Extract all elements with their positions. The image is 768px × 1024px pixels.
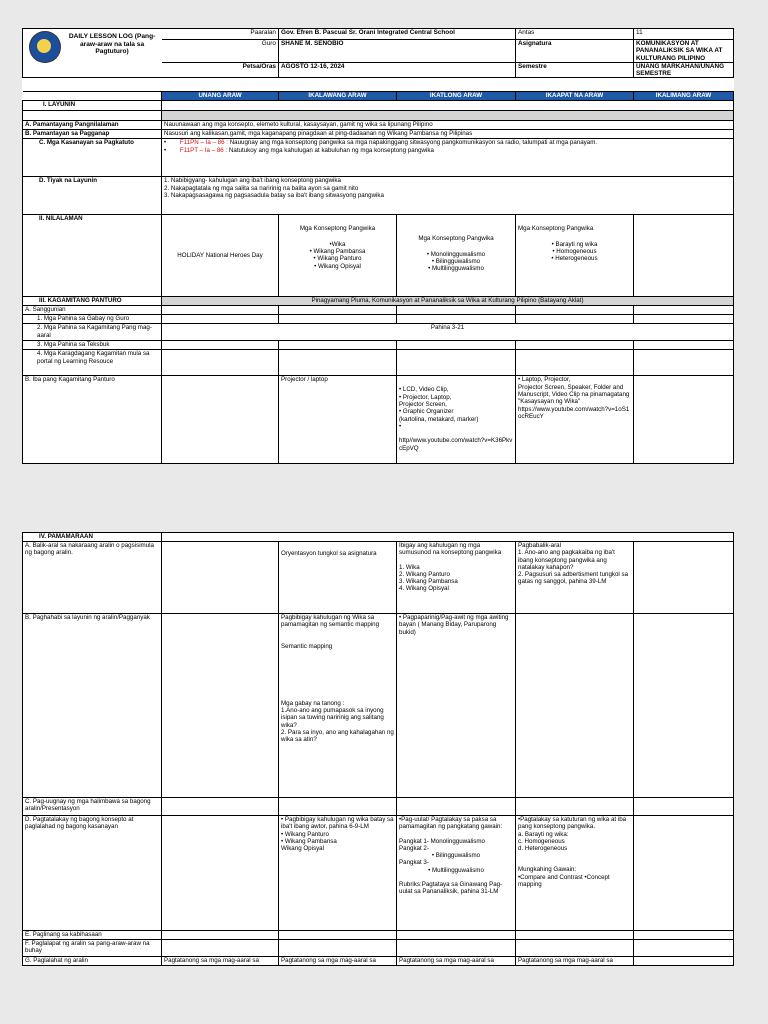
cell bbox=[397, 306, 516, 315]
kagamitan-heading: III. KAGAMITANG PANTURO bbox=[23, 297, 162, 306]
pamantayang-pangnilalaman-text: Nauunawaan ang mga konsepto, elemeto kultural, kasaysayan, gamit ng wika sa lipunang Pilipino bbox=[162, 121, 734, 130]
kasanayan-item: • F11PN – Ia – 86 : Nauugnay ang mga konseptong pangwika sa mga napakinggang sitwasyong pangkomunikasyon sa radio, talumpati at mga panayam. bbox=[164, 139, 598, 147]
kasanayan-item: • F11PT – Ia – 86 : Natutukoy ang mga kahulugan at kabuluhan ng mga konseptong pangwika bbox=[164, 146, 434, 154]
tiyak-na-layunin-label: D. Tiyak na Layunin bbox=[23, 177, 162, 215]
cell bbox=[516, 306, 634, 315]
cell bbox=[634, 940, 734, 957]
gabay-ng-guro-label: 1. Mga Pahina sa Gabay ng Guro bbox=[23, 315, 162, 324]
nilalaman-item: • Homogeneous bbox=[552, 248, 597, 256]
paaralan-label: Paaralan bbox=[162, 29, 279, 40]
procedure-line: •Pagtalakay sa katuturan ng wika at iba pang konseptong pangwika. bbox=[518, 816, 627, 831]
teksbuk-label: 3. Mga Pahina sa Teksbuk bbox=[23, 341, 162, 350]
cell bbox=[634, 350, 734, 376]
cell bbox=[397, 315, 516, 324]
youtube-link-day4[interactable]: https://www.youtube.com/watch?v=1oS1ocREucY bbox=[518, 405, 630, 420]
cell bbox=[162, 341, 279, 350]
cell bbox=[279, 350, 397, 376]
cell bbox=[162, 816, 279, 931]
kagamitan-item: (kartolina, metakard, marker) bbox=[399, 415, 479, 423]
asignatura-value: KOMUNIKASYON AT PANANALIKSIK SA WIKA AT KULTURANG PILIPINO bbox=[634, 40, 734, 63]
cell bbox=[516, 940, 634, 957]
nilalaman-day4 bbox=[516, 215, 634, 297]
layunin-heading: I. LAYUNIN bbox=[23, 101, 162, 111]
deped-seal-icon bbox=[29, 31, 61, 63]
cell bbox=[634, 376, 734, 464]
nilalaman-item: • Wikang Pambansa bbox=[309, 248, 366, 256]
procedure-line: • Pagbibigay kahulugan ng wika batay sa iba't ibang awtor, pahina 6-9-LM bbox=[281, 816, 394, 831]
day-header-5: IKALIMANG ARAW bbox=[634, 92, 734, 101]
cell bbox=[397, 798, 516, 816]
semestre-label: Semestre bbox=[516, 62, 634, 78]
procedure-line: a. Barayti ng wika: bbox=[518, 830, 569, 838]
kagamitan-item: • Projector, Laptop, bbox=[399, 393, 452, 401]
cell bbox=[516, 341, 634, 350]
sanggunian-label: A. Sanggunian bbox=[23, 306, 162, 315]
cell bbox=[162, 940, 279, 957]
paaralan-value: Gov. Efren B. Pascual Sr. Orani Integrated Central School bbox=[279, 29, 516, 40]
layunin-blank bbox=[162, 101, 734, 111]
nilalaman-day3 bbox=[397, 215, 516, 297]
nilalaman-day4-title: Mga Konseptong Pangwika bbox=[518, 225, 594, 233]
kagamitan-batayang-aklat: Pinagyamang Pluma, Komunikasyon at Pananaliksik sa Wika at Kulturang Pilipino (Batayang Aklat) bbox=[162, 297, 734, 306]
balik-aral-day3 bbox=[397, 542, 516, 614]
iba-pang-kagamitan-label: B. Iba pang Kagamitang Panturo bbox=[23, 376, 162, 464]
procedure-line: Pangkat 1- Monolingguwalismo bbox=[399, 837, 485, 845]
header-title-cell bbox=[23, 29, 162, 78]
day-header-3: IKATLONG ARAW bbox=[397, 92, 516, 101]
nilalaman-item: • Heterogeneous bbox=[551, 255, 598, 263]
procedure-line: d. Heterogeneous bbox=[518, 845, 568, 853]
cell bbox=[279, 940, 397, 957]
cell bbox=[634, 931, 734, 940]
pagtatalakay-day4 bbox=[516, 816, 634, 931]
layunin-item: 1. Nabibigyang- kahulugan ang iba't ibang konseptong pangwika bbox=[164, 177, 341, 185]
procedure-line: 2. Wikang Panturo bbox=[399, 570, 450, 578]
cell bbox=[397, 940, 516, 957]
cell bbox=[516, 315, 634, 324]
youtube-link-day3[interactable]: http//www.youtube.com/watch?v=K36PkvcEpVQ bbox=[399, 437, 513, 452]
cell bbox=[279, 341, 397, 350]
kagamitang-mag-aaral-value: Pahina 3-21 bbox=[162, 324, 734, 341]
guro-label: Guro bbox=[162, 40, 279, 63]
layunin-item: 2. Nakapagtatala ng mga salita sa naririnig na balita ayon sa gamit nito bbox=[164, 184, 359, 192]
cell bbox=[397, 341, 516, 350]
procedure-line: Pagbibigay kahulugan ng Wika sa pamamagitan ng semantic mapping bbox=[281, 614, 380, 629]
petsa-label: Petsa/Oras bbox=[162, 62, 279, 78]
procedure-line: 2. Para sa inyo, ano ang kahalagahan ng wika sa atin? bbox=[281, 729, 394, 744]
procedure-line: • Multilingguwalismo bbox=[428, 866, 484, 874]
pag-uugnay-label: C. Pag-uugnay ng mga halimbawa sa bagong aralin/Presentasyon bbox=[23, 798, 162, 816]
procedure-line: 3. Wikang Pambansa bbox=[399, 578, 458, 586]
kasanayan-label: C. Mga Kasanayan sa Pagkatuto bbox=[23, 139, 162, 177]
cell bbox=[162, 350, 279, 376]
cell bbox=[634, 542, 734, 614]
nilalaman-item: • Barayti ng wika bbox=[551, 240, 598, 248]
semestre-value: UNANG MARKAHAN/UNANG SEMESTRE bbox=[634, 62, 734, 78]
pagtatalakay-label: D. Pagtatalakay ng bagong konsepto at paglalahad ng bagong kasanayan bbox=[23, 816, 162, 931]
balik-aral-label: A. Balik-aral sa nakaraang aralin o pagsisimula ng bagong aralin. bbox=[23, 542, 162, 614]
cell bbox=[162, 798, 279, 816]
cell bbox=[397, 931, 516, 940]
layunin-item: 3. Nakapagsasagawa ng pagsasadula batay sa iba't ibang sitwasyong pangwika bbox=[164, 192, 384, 200]
lesson-log-table-bottom bbox=[22, 532, 734, 966]
cell bbox=[516, 798, 634, 816]
balik-aral-day4 bbox=[516, 542, 634, 614]
day-header-4: IKAAPAT NA ARAW bbox=[516, 92, 634, 101]
cell bbox=[516, 350, 634, 376]
paglinang-label: E. Paglinang sa kabihasaan bbox=[23, 931, 162, 940]
procedure-line: • Wikang Pambansa bbox=[281, 837, 337, 845]
day-band-blank bbox=[23, 92, 162, 101]
paglalahat-label: G. Paglalahat ng aralin bbox=[23, 957, 162, 966]
procedure-line: • Bilingguwalismo bbox=[431, 852, 481, 860]
procedure-line: 1. Wika bbox=[399, 563, 420, 571]
paglalapat-label: F. Paglalapat ng aralin sa pang-araw-araw na buhay bbox=[23, 940, 162, 957]
kagamitan-item: • Graphic Organizer bbox=[399, 408, 454, 416]
cell bbox=[634, 957, 734, 966]
cell bbox=[397, 350, 516, 376]
nilalaman-item: •Wika bbox=[329, 240, 346, 248]
guro-value: SHANE M. SENOBIO bbox=[279, 40, 516, 63]
day-header-2: IKALAWANG ARAW bbox=[279, 92, 397, 101]
cell bbox=[634, 306, 734, 315]
balik-aral-day2: Oryentasyon tungkol sa asignatura bbox=[279, 542, 397, 614]
pamamaraan-blank bbox=[162, 533, 734, 542]
petsa-value: AGOSTO 12-16, 2024 bbox=[279, 62, 516, 78]
procedure-line: 1. Ano-ano ang pagkakaiba ng iba't ibang konseptong pangwika ang natalakay kahapon? bbox=[518, 549, 615, 571]
procedure-line: Pagbabalik-aral bbox=[518, 542, 561, 549]
cell bbox=[279, 315, 397, 324]
cell bbox=[634, 341, 734, 350]
pamantayan-pagganap-label: B. Pamantayan sa Pagganap bbox=[23, 130, 162, 139]
kagamitang-mag-aaral-label: 2. Mga Pahina sa Kagamitang Pang mag-aaral bbox=[23, 324, 162, 341]
cell bbox=[516, 931, 634, 940]
asignatura-label: Asignatura bbox=[516, 40, 634, 63]
semantic-mapping-label: Semantic mapping bbox=[281, 642, 333, 650]
procedure-line: Rubriks:Pagtataya sa Ginawang Pag-uulat sa Pananaliksik, pahina 31-LM bbox=[399, 881, 503, 896]
cell bbox=[634, 816, 734, 931]
tiyak-na-layunin-list bbox=[162, 177, 734, 215]
iba-pang-kagamitan-day2: Projector / laptop bbox=[279, 376, 397, 464]
cell bbox=[162, 931, 279, 940]
cell bbox=[516, 614, 634, 798]
procedure-line: •Pag-uulat/ Pagtalakay sa paksa sa pamamagitan ng pangkatang gawain: bbox=[399, 816, 503, 831]
nilalaman-day1: HOLIDAY National Heroes Day bbox=[162, 215, 279, 297]
cell bbox=[279, 306, 397, 315]
kagamitan-item: • Laptop, Projector, bbox=[518, 376, 571, 384]
nilalaman-day2-title: Mga Konseptong Pangwika bbox=[299, 225, 376, 233]
nilalaman-heading: II. NILALAMAN bbox=[23, 215, 162, 297]
pamantayan-pagganap-text: Nasusuri ang kalikasan,gamit, mga kaganapang pinagdaan at ping-dadaanan ng Wikang Pambansa ng Pilipinas bbox=[162, 130, 734, 139]
procedure-line: c. Homogeneous bbox=[518, 837, 565, 845]
pamantayang-pangnilalaman-label: A. Pamantayang Pangnilalaman bbox=[23, 121, 162, 130]
procedure-line: Pangkat 3- bbox=[399, 859, 429, 867]
pamamaraan-heading: IV. PAMAMARAAN bbox=[23, 533, 162, 542]
nilalaman-day5 bbox=[634, 215, 734, 297]
antas-value: 11 bbox=[634, 29, 734, 40]
paglalahat-day3: Pagtatanong sa mga mag-aaral sa bbox=[397, 957, 516, 966]
procedure-line: Ibigay ang kahulugan ng mga sumusunod na konseptong pangwika bbox=[399, 542, 502, 557]
nilalaman-day3-title: Mga Konseptong Pangwika bbox=[418, 235, 494, 243]
antas-label: Antas bbox=[516, 29, 634, 40]
paghahabi-label: B. Paghahabi sa layunin ng aralin/Pagganyak bbox=[23, 614, 162, 798]
pagtatalakay-day3 bbox=[397, 816, 516, 931]
iba-pang-kagamitan-day3 bbox=[397, 376, 516, 464]
cell bbox=[634, 315, 734, 324]
cell bbox=[162, 376, 279, 464]
cell bbox=[162, 306, 279, 315]
nilalaman-item: • Monolingguwalismo bbox=[426, 250, 486, 258]
procedure-line: 4. Wikang Opisyal bbox=[399, 585, 449, 593]
cell bbox=[162, 614, 279, 798]
kagamitan-item: • bbox=[399, 422, 402, 430]
iba-pang-kagamitan-day4 bbox=[516, 376, 634, 464]
procedure-line: • Wikang Panturo bbox=[281, 830, 329, 838]
cell bbox=[634, 614, 734, 798]
dll-title: DAILY LESSON LOG (Pang-araw-araw na tala sa Pagtuturo) bbox=[68, 33, 156, 56]
kagamitan-item: Projector Screen, Speaker, Folder and Manuscript, Video Clip na pinamagatang "Kasaysayan ng Wika" bbox=[518, 383, 630, 406]
procedure-line: 2. Pagsusuri sa adbertisment tungkol sa gatas ng sanggol, pahina 39-LM bbox=[518, 571, 629, 586]
cell bbox=[162, 542, 279, 614]
kagamitan-item: Projector Screen, bbox=[399, 401, 447, 409]
nilalaman-item: • Bilingguwalismo bbox=[431, 258, 481, 266]
procedure-line: •Compare and Contrast •Concept mapping bbox=[518, 873, 610, 889]
procedure-line: 1.Ano-ano ang pumapasok sa inyong isipan sa tuwing naririnig ang salitang wika? bbox=[281, 707, 384, 729]
layunin-gap-label bbox=[23, 111, 162, 121]
layunin-gap bbox=[162, 111, 734, 121]
paglalahat-day1: Pagtatanong sa mga mag-aaral sa bbox=[162, 957, 279, 966]
procedure-line: Wikang Opisyal bbox=[281, 845, 324, 853]
paglalahat-day4: Pagtatanong sa mga mag-aaral sa bbox=[516, 957, 634, 966]
lesson-log-table-top bbox=[22, 28, 734, 464]
paghahabi-day3: • Pagpaparinig/Pag-awit ng mga awiting bayan ( Manang Biday, Paruparong bukid) bbox=[397, 614, 516, 798]
cell bbox=[279, 798, 397, 816]
cell bbox=[279, 931, 397, 940]
day-header-1: UNANG ARAW bbox=[162, 92, 279, 101]
spacer-row bbox=[23, 78, 734, 92]
paglalahat-day2: Pagtatanong sa mga mag-aaral sa bbox=[279, 957, 397, 966]
kagamitan-item: • LCD, Video Clip, bbox=[399, 386, 449, 394]
kasanayan-list bbox=[162, 139, 734, 177]
karagdagang-kagamitan-label: 4. Mga Karagdagang Kagamitan mula sa portal ng Learning Resouce bbox=[23, 350, 162, 376]
nilalaman-item: • Wikang Opisyal bbox=[314, 262, 361, 270]
cell bbox=[162, 315, 279, 324]
nilalaman-item: • Multilingguwalismo bbox=[428, 265, 484, 273]
nilalaman-item: • Wikang Panturo bbox=[313, 255, 362, 263]
nilalaman-day2 bbox=[279, 215, 397, 297]
pagtatalakay-day2 bbox=[279, 816, 397, 931]
procedure-line: Pangkat 2- bbox=[399, 844, 429, 852]
procedure-line: Mungkahing Gawain: bbox=[518, 866, 577, 874]
cell bbox=[634, 798, 734, 816]
procedure-line: Mga gabay na tanong : bbox=[281, 699, 345, 707]
paghahabi-day2 bbox=[279, 614, 397, 798]
